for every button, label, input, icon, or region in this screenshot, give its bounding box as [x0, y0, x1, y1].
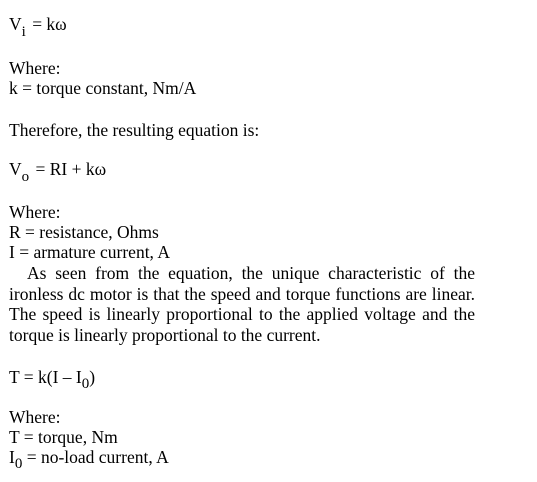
- i0-rest: = no-load current, A: [22, 447, 169, 467]
- eq1-sub: i: [21, 24, 26, 40]
- paragraph-text: As seen from the equation, the unique characteristic of the ironless dc motor is that the speed and torque functions are linear. The speed is linearly proportional to the applied voltage and the torque is linearly proportional to the current.: [9, 263, 475, 345]
- eq3-suffix: ): [89, 367, 96, 387]
- i0-sub: 0: [14, 456, 23, 472]
- eq3-prefix: T = k(I – I: [9, 367, 82, 387]
- i0-var: I: [9, 447, 15, 467]
- explanation-paragraph: [9, 263, 475, 345]
- eq2-var: V: [9, 159, 22, 179]
- eq3-sub: 0: [81, 376, 90, 392]
- where-label-3: Where:: [9, 407, 61, 427]
- eq1-rhs: = kω: [32, 14, 67, 34]
- equation-output-voltage: [9, 159, 107, 185]
- definition-i0: [9, 447, 169, 472]
- definition-k: k = torque constant, Nm/A: [9, 78, 197, 98]
- equation-input-voltage: [9, 14, 67, 40]
- eq1-var: V: [9, 14, 22, 34]
- definition-t: T = torque, Nm: [9, 427, 118, 447]
- where-label-2: Where:: [9, 202, 61, 222]
- equation-torque: [9, 367, 96, 392]
- therefore-text: Therefore, the resulting equation is:: [9, 120, 260, 140]
- where-label-1: Where:: [9, 58, 61, 78]
- eq2-sub: o: [21, 169, 30, 185]
- definition-i: I = armature current, A: [9, 242, 170, 262]
- eq2-rhs: = RI + kω: [35, 159, 107, 179]
- definition-r: R = resistance, Ohms: [9, 222, 159, 242]
